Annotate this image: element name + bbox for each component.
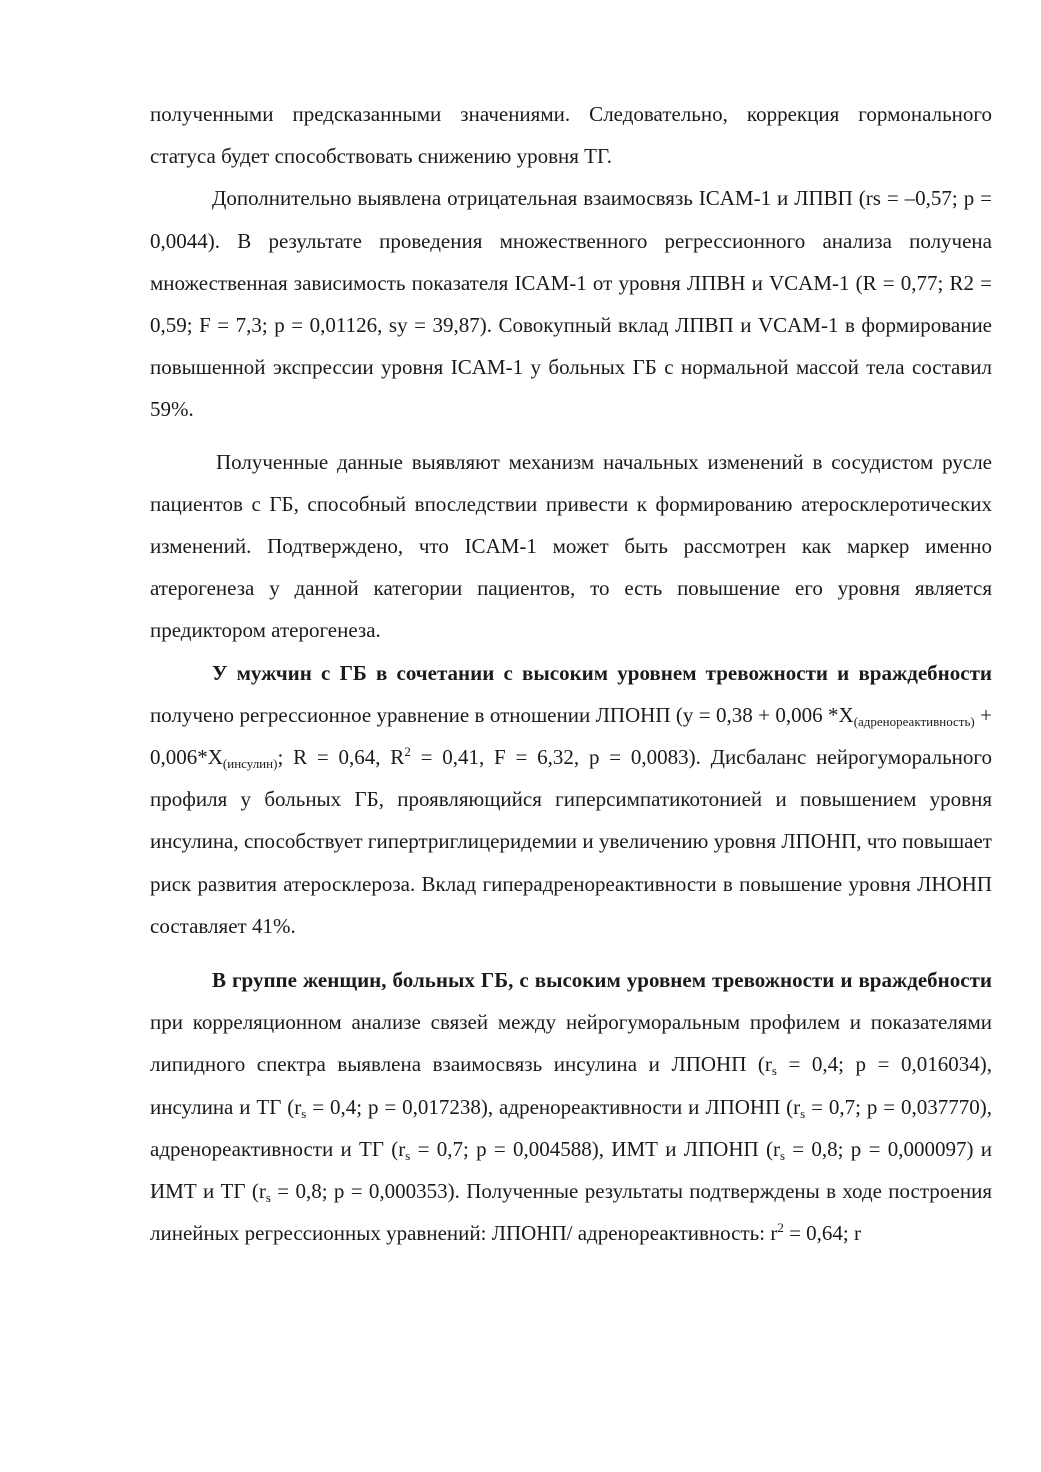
men-group-heading: У мужчин с ГБ в сочетании с высоким уровнем тревожности и враждебности <box>212 660 992 685</box>
subscript: s <box>301 1105 307 1121</box>
subscript: s <box>800 1105 806 1121</box>
text-run: = 0,7; p = 0,004588), ИМТ и ЛПОНП (r <box>410 1136 780 1161</box>
text-run: = 0,41, F = 6,32, p = 0,0083). Дисбаланс нейрогуморального профиля у больных ГБ, проявляющийся гиперсимпатикотонией и повышением уровня инсулина, способствует гипертриглицеридемии и увеличению уровня ЛПОНП, что повышает риск развития атеросклероза. Вклад гиперадренореактивности в повышение уровня ЛНОНП составляет 41%. <box>150 745 992 938</box>
paragraph-1: полученными предсказанными значениями. Следовательно, коррекция гормонального статуса будет способствовать снижению уровня ТГ. <box>150 102 992 169</box>
subscript: s <box>405 1147 411 1163</box>
superscript: 2 <box>404 744 411 760</box>
superscript: 2 <box>777 1220 784 1236</box>
document-page <box>150 93 992 1254</box>
subscript: s <box>771 1063 777 1079</box>
subscript: s <box>779 1147 786 1163</box>
paragraph-3: Полученные данные выявляют механизм начальных изменений в сосудистом русле пациентов с ГБ, способный впоследствии привести к формированию атеросклеротических изменений. Подтверждено, что ICAM-1 может быть рассмотрен как маркер именно атерогенеза у данной категории пациентов, то есть повышение его уровня является предиктором атерогенеза. <box>150 449 992 643</box>
text-run: = 0,64; r <box>783 1221 861 1246</box>
subscript: s <box>265 1190 271 1206</box>
paragraph-2: Дополнительно выявлена отрицательная взаимосвязь ICAM-1 и ЛПВП (rs = –0,57; p = 0,0044). В результате проведения множественного регрессионного анализа получена множественная зависимость показателя ICAM-1 от уровня ЛПВН и VCAM-1 (R = 0,77; R2 = 0,59; F = 7,3; p = 0,01126, sy = 39,87). Совокупный вклад ЛПВП и VCAM-1 в формирование повышенной экспрессии уровня ICAM-1 у больных ГБ с нормальной массой тела составил 59%. <box>150 186 992 422</box>
text-run: = 0,7; p = 0,037770), адренореактивности и ТГ (r <box>150 1094 992 1161</box>
text-run: получено регрессионное уравнение в отношении ЛПОНП (y = 0,38 + 0,006 *X <box>150 702 854 727</box>
paragraph-5 <box>150 959 992 1254</box>
text-run: = 0,4; p = 0,017238), адренореактивности и ЛПОНП (r <box>306 1094 801 1119</box>
subscript: (инсулин) <box>222 756 278 772</box>
text-run: = 0,8; p = 0,000353). Полученные результаты подтверждены в ходе построения линейных регрессионных уравнений: ЛПОНП/ адренореактивность: r <box>150 1179 993 1246</box>
text-run: + 0,006*X <box>150 702 992 770</box>
text-run: = 0,8; p = 0,000097) и ИМТ и ТГ (r <box>150 1136 992 1204</box>
paragraph-4 <box>150 652 992 947</box>
subscript: (адренореактивность) <box>853 713 975 729</box>
women-group-heading: В группе женщин, больных ГБ, с высоким уровнем тревожности и враждебности <box>212 968 992 993</box>
text-run: при корреляционном анализе связей между нейрогуморальным профилем и показателями липидного спектра выявлена взаимосвязь инсулина и ЛПОНП (r <box>150 1010 992 1077</box>
text-run: ; R = 0,64, R <box>277 745 405 770</box>
text-run: = 0,4; p = 0,016034), инсулина и ТГ (r <box>150 1052 992 1119</box>
